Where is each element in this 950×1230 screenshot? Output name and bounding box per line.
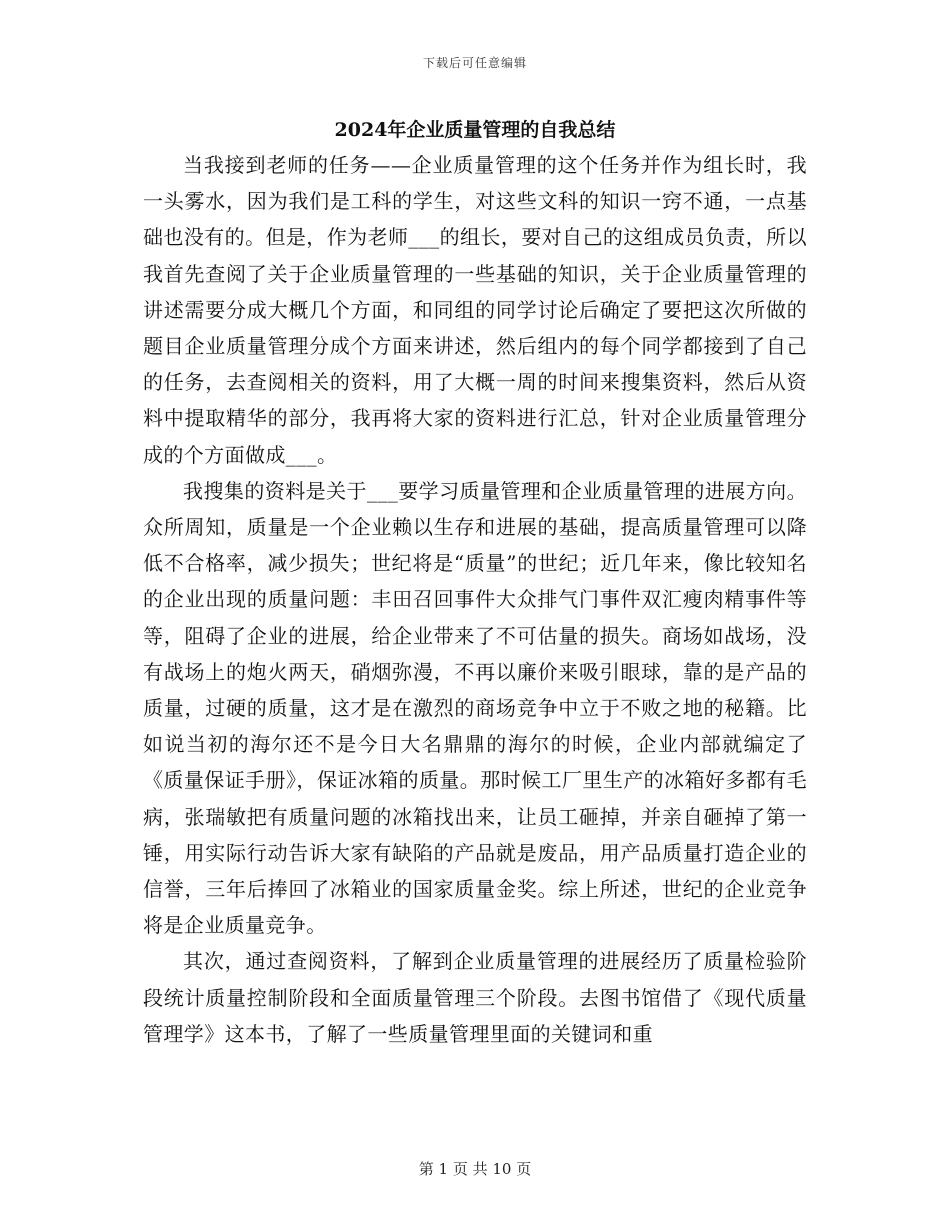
document-title: 2024年企业质量管理的自我总结	[334, 119, 616, 141]
paragraph-1: 当我接到老师的任务——企业质量管理的这个任务并作为组长时，我一头雾水，因为我们是工科的学生，对这些文科的知识一窍不通，一点基础也没有的。但是，作为老师___的组长，要对自己的这组成员负责，所以我首先查阅了关于企业质量管理的一些基础的知识，关于企业质量管理的讲述需要分成大概几个方面，和同组的同学讨论后确定了要把这次所做的题目企业质量管理分成个方面来讲述，然后组内的每个同学都接到了自己的任务，去查阅相关的资料，用了大概一周的时间来搜集资料，然后从资料中提取精华的部分，我再将大家的资料进行汇总，针对企业质量管理分成的个方面做成___。	[143, 153, 807, 467]
paragraph-2: 我搜集的资料是关于___要学习质量管理和企业质量管理的进展方向。众所周知，质量是一个企业赖以生存和进展的基础，提高质量管理可以降低不合格率，减少损失；世纪将是“质量”的世纪；近几年来，像比较知名的企业出现的质量问题：丰田召回事件大众排气门事件双汇瘦肉精事件等等，阻碍了企业的进展，给企业带来了不可估量的损失。商场如战场，没有战场上的炮火两天，硝烟弥漫，不再以廉价来吸引眼球，靠的是产品的质量，过硬的质量，这才是在激烈的商场竞争中立于不败之地的秘籍。比如说当初的海尔还不是今日大名鼎鼎的海尔的时候，企业内部就编定了《质量保证手册》，保证冰箱的质量。那时候工厂里生产的冰箱好多都有毛病，张瑞敏把有质量问题的冰箱找出来，让员工砸掉，并亲自砸掉了第一锤，用实际行动告诉大家有缺陷的产品就是废品，用产品质量打造企业的信誉，三年后捧回了冰箱业的国家质量金奖。综上所述，世纪的企业竞争将是企业质量竞争。	[143, 478, 807, 938]
header-note: 下载后可任意编辑	[422, 56, 527, 70]
paragraph-3: 其次，通过查阅资料，了解到企业质量管理的进展经历了质量检验阶段统计质量控制阶段和全面质量管理三个阶段。去图书馆借了《现代质量管理学》这本书，了解了一些质量管理里面的关键词和重	[143, 949, 807, 1046]
document-body	[143, 147, 807, 1052]
page-number-footer: 第 1 页 共 10 页	[418, 1160, 532, 1178]
